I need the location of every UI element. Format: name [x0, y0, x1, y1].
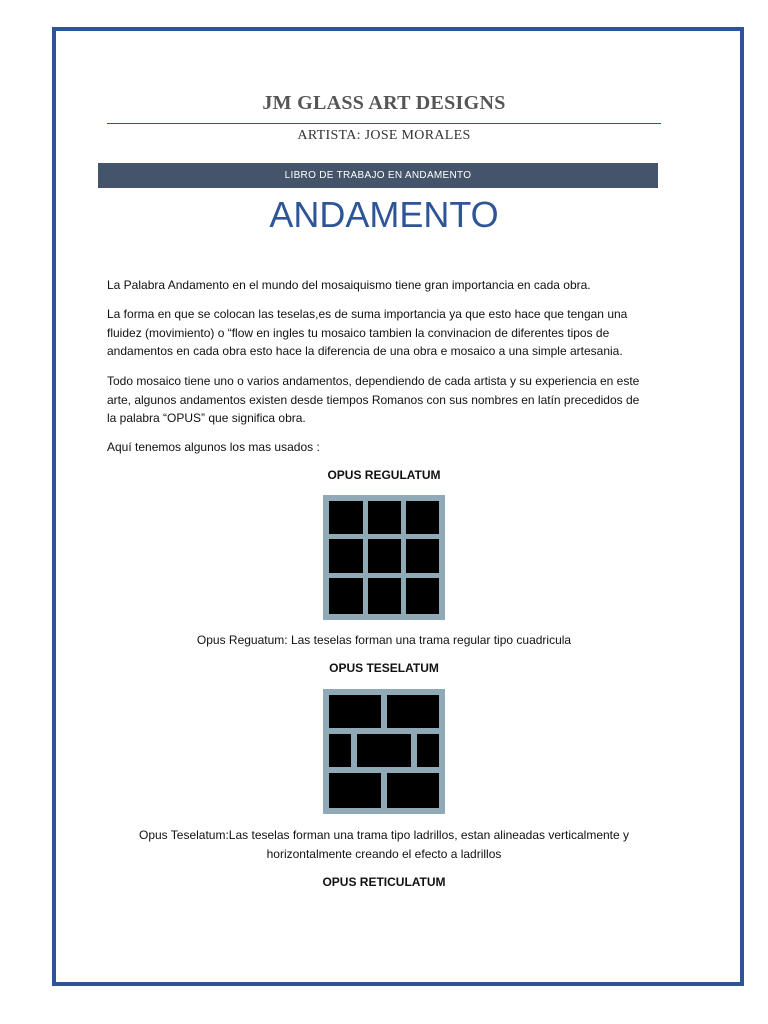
workbook-banner: LIBRO DE TRABAJO EN ANDAMENTO — [98, 163, 658, 188]
opus-regulatum-heading: OPUS REGULATUM — [327, 468, 441, 482]
brick — [387, 695, 439, 728]
tile — [368, 578, 401, 614]
opus-teselatum-diagram — [323, 689, 445, 814]
tile — [329, 578, 363, 614]
tile — [368, 501, 401, 534]
tile — [406, 539, 439, 573]
company-name: JM GLASS ART DESIGNS — [262, 92, 506, 114]
tile — [406, 501, 439, 534]
brick — [329, 734, 351, 767]
opus-teselatum-caption: Opus Teselatum:Las teselas forman una trama tipo ladrillos, estan alineadas verticalmente y horizontalmente creando el efecto a ladrillos — [138, 828, 630, 861]
intro-paragraph: La Palabra Andamento en el mundo del mosaiquismo tiene gran importancia en cada obra. — [107, 278, 591, 292]
opus-regulatum-diagram — [323, 495, 445, 620]
brick — [387, 773, 439, 808]
brick — [417, 734, 439, 767]
brick — [329, 773, 381, 808]
tile — [329, 539, 363, 573]
opus-teselatum-heading: OPUS TESELATUM — [329, 661, 439, 675]
tile — [406, 578, 439, 614]
tile — [368, 539, 401, 573]
tile — [329, 501, 363, 534]
brick — [329, 695, 381, 728]
page-title: ANDAMENTO — [269, 194, 499, 235]
brick — [357, 734, 411, 767]
history-paragraph: Todo mosaico tiene uno o varios andamentos, dependiendo de cada artista y su experiencia en este arte, algunos andamentos existen desde tiempos Romanos con sus nombres en latín precedidos de la palabra “OPUS” que significa obra. — [107, 374, 640, 425]
opus-reticulatum-heading: OPUS RETICULATUM — [322, 875, 446, 889]
artist-name: ARTISTA: JOSE MORALES — [297, 128, 471, 143]
list-intro-paragraph: Aquí tenemos algunos los mas usados : — [107, 440, 320, 454]
header-divider — [107, 123, 661, 124]
opus-regulatum-caption: Opus Reguatum: Las teselas forman una trama regular tipo cuadricula — [196, 633, 572, 647]
placement-paragraph: La forma en que se colocan las teselas,es de suma importancia ya que esto hace que tengan una fluidez (movimiento) o “flow en ingles tu mosaico tambien la convinacion de diferentes tipos de andamentos en cada obra esto hace la diferencia de una obra e mosaico a una simple artesania. — [107, 307, 628, 358]
